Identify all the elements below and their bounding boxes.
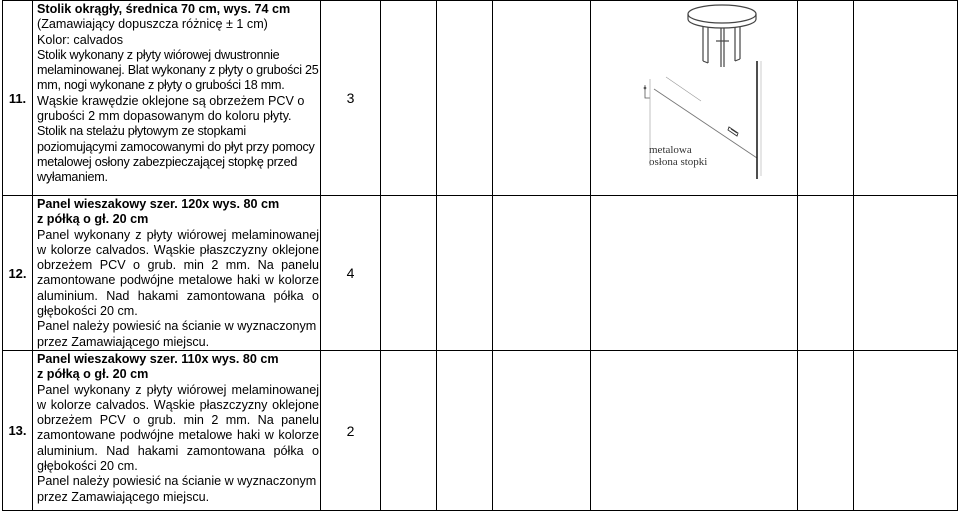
table-row-11 [3,1,958,196]
quantity-12: 4 [321,196,381,351]
mounting-note: Panel należy powiesić na ścianie w wyznaczonym przez Zamawiającego miejscu. [37,474,317,504]
table-row-12 [3,196,958,351]
table-row-13 [3,351,958,511]
mounting-note: Panel należy powiesić na ścianie w wyznaczonym przez Zamawiającego miejscu. [37,319,317,349]
round-table-illustration [688,5,756,67]
product-title: Panel wieszakowy szer. 110x wys. 80 cm [37,352,279,366]
product-title-table: Stolik okrągły, średnica 70 cm, wys. 74 cm [37,2,291,16]
panel-description: Panel wykonany z płyty wiórowej melaminowanej w kolorze calvados. Wąskie płaszczyzny oklejone obrzeżem PCV o grub. min 2 mm. Na panelu zamontowane podwójne metalowe haki w kolorze aluminium. Nad hakami zamontowana półka o głębokości 20 cm. [37,227,319,319]
empty-cell [591,196,798,351]
edge-description: Wąskie krawędzie oklejone są obrzeżem PCV o grubości 2 mm dopasowanym do koloru płyty. [37,93,305,124]
description-cell-12 [33,196,321,351]
empty-cell [381,351,437,511]
product-subtitle: z półką o gł. 20 cm [37,212,149,227]
material-description: Stolik wykonany z płyty wiórowej dwustronnie melaminowanej. Blat wykonany z płyty o grubości 25 mm, nogi wykonane z płyty o grubości 18 mm. [37,47,319,93]
frame-description: Stolik na stelażu płytowym ze stopkami poziomującymi zamocowanymi do płyt przy pomocy metalowej osłony zabezpieczającej stopkę przed wyłamaniem. [37,124,315,185]
empty-cell [493,1,591,196]
panel-description: Panel wykonany z płyty wiórowej melaminowanej w kolorze calvados. Wąskie płaszczyzny oklejone obrzeżem PCV o grub. min 2 mm. Na panelu zamontowane podwójne metalowe haki w kolorze aluminium. Nad hakami zamontowana półka o głębokości 20 cm. [37,382,319,474]
empty-cell [381,1,437,196]
empty-cell [854,351,958,511]
empty-cell [591,351,798,511]
empty-cell [798,351,854,511]
color-label: Kolor: calvados [37,32,124,47]
quantity-13: 2 [321,351,381,511]
row-number-13: 13. [3,351,33,511]
empty-cell [381,196,437,351]
description-cell-11 [33,1,321,196]
tolerance-note: (Zamawiający dopuszcza różnicę ± 1 cm) [37,17,268,32]
product-title: Panel wieszakowy szer. 120x wys. 80 cm [37,197,280,211]
specification-table [2,0,958,511]
quantity-11: 3 [321,1,381,196]
empty-cell [854,1,958,196]
drawing-cell-11 [591,1,798,196]
empty-cell [493,196,591,351]
row-number-11: 11. [3,1,33,196]
product-subtitle: z półką o gł. 20 cm [37,367,149,382]
empty-cell [798,1,854,196]
empty-cell [437,1,493,196]
empty-cell [437,351,493,511]
empty-cell [493,351,591,511]
empty-cell [798,196,854,351]
empty-cell [437,196,493,351]
empty-cell [854,196,958,351]
drawing-caption-line-2: osłona stopki [649,156,708,168]
description-cell-13 [33,351,321,511]
row-number-12: 12. [3,196,33,351]
drawing-caption-line-1: metalowa [649,144,692,156]
